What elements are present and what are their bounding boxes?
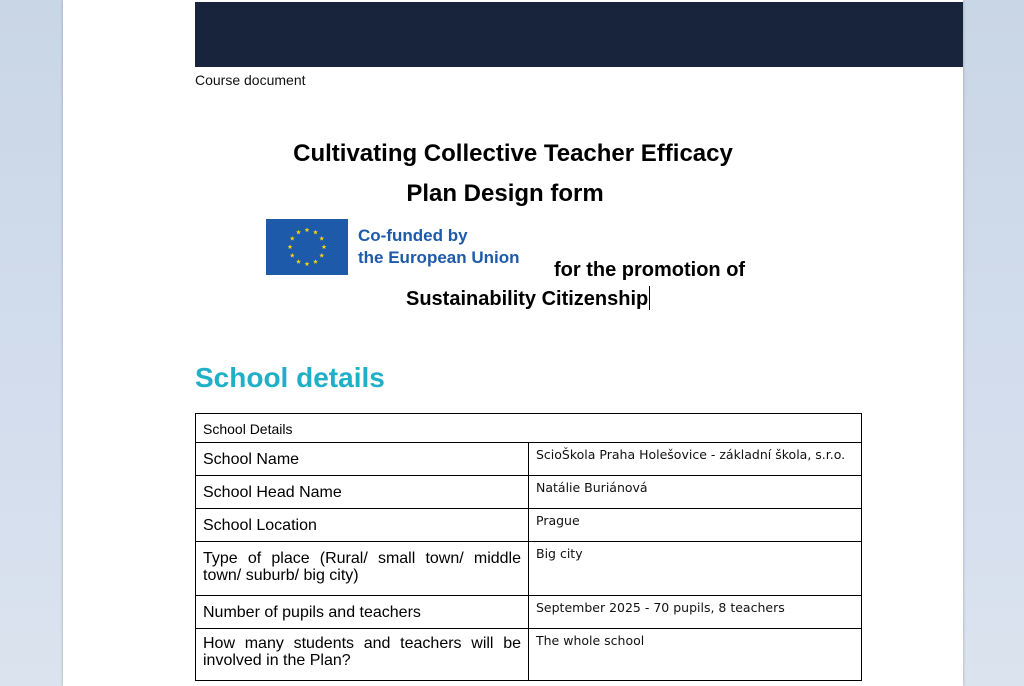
table-row — [196, 596, 862, 629]
document-subtitle: Plan Design form — [406, 180, 604, 207]
header-band — [195, 2, 963, 67]
header-label: Course document — [195, 72, 306, 88]
table-row — [196, 542, 862, 596]
row-value: Big city — [529, 542, 862, 596]
eu-text-line1: Co-funded by — [358, 226, 468, 245]
row-label: School Location — [196, 509, 529, 542]
row-label: School Name — [196, 443, 529, 476]
promotion-line2 — [406, 286, 650, 311]
row-value: Natálie Buriánová — [529, 476, 862, 509]
section-heading: School details — [195, 362, 385, 393]
promotion-line2-text: Sustainability Citizenship — [406, 288, 649, 310]
promotion-line1: for the promotion of — [554, 259, 746, 281]
table-row — [196, 443, 862, 476]
document-title: Cultivating Collective Teacher Efficacy — [293, 140, 733, 167]
table-row — [196, 476, 862, 509]
row-label: How many students and teachers will be involved in the Plan? — [196, 629, 529, 681]
text-cursor — [649, 286, 650, 310]
document-page — [63, 0, 963, 686]
eu-flag-logo — [266, 219, 348, 275]
row-value: Prague — [529, 509, 862, 542]
table-header-row — [196, 414, 862, 443]
row-label: School Head Name — [196, 476, 529, 509]
table-row — [196, 509, 862, 542]
eu-text-line2: the European Union — [358, 248, 520, 267]
row-label: Type of place (Rural/ small town/ middle town/ suburb/ big city) — [196, 542, 529, 596]
row-label: Number of pupils and teachers — [196, 596, 529, 629]
row-value: September 2025 - 70 pupils, 8 teachers — [529, 596, 862, 629]
table-header-cell: School Details — [196, 414, 862, 443]
school-details-table — [195, 413, 862, 681]
eu-cofunded-text — [358, 225, 520, 269]
table-row — [196, 629, 862, 681]
row-value: The whole school — [529, 629, 862, 681]
row-value: ScioŠkola Praha Holešovice - základní škola, s.r.o. — [529, 443, 862, 476]
